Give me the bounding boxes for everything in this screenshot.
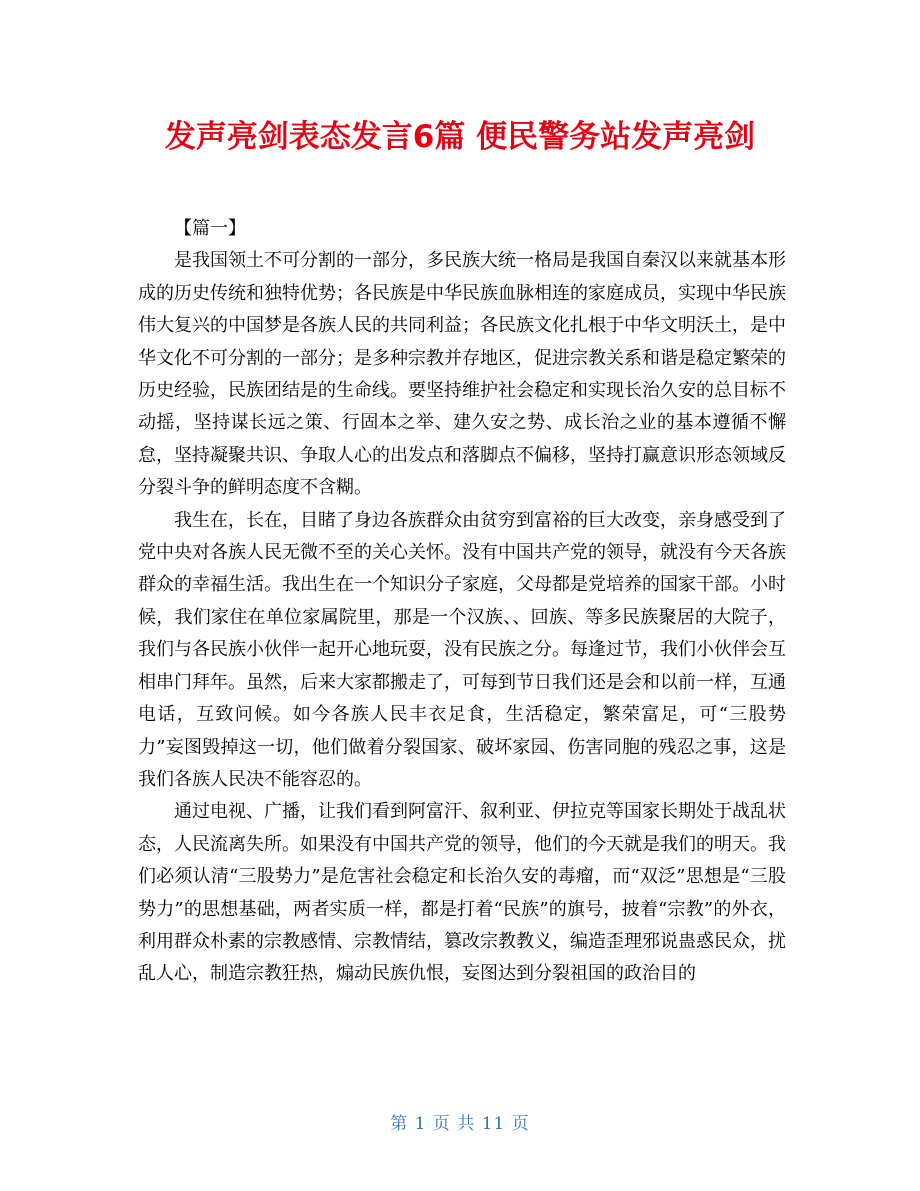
document-title: 发声亮剑表态发言6篇 便民警务站发声亮剑 [164, 119, 756, 155]
paragraph-1: 是我国领土不可分割的一部分，多民族大统一格局是我国自秦汉以来就基本形成的历史传统和独特优势；各民族是中华民族血脉相连的家庭成员，实现中华民族伟大复兴的中国梦是各族人民的共同利益；各民族文化扎根于中华文明沃土，是中华文化不可分割的一部分；是多种宗教并存地区，促进宗教关系和谐是稳定繁荣的历史经验，民族团结是的生命线。要坚持维护社会稳定和实现长治久安的总目标不动摇，坚持谋长远之策、行固本之举、建久安之势、成长治之业的基本遵循不懈怠，坚持凝聚共识、争取人心的出发点和落脚点不偏移，坚持打赢意识形态领域反分裂斗争的鲜明态度不含糊。 [138, 250, 786, 499]
document-body [138, 213, 786, 991]
section-label: 【篇一】 [174, 218, 246, 239]
page-footer: 第 1 页 共 11 页 [390, 1114, 530, 1134]
paragraph-2: 我生在，长在，目睹了身边各族群众由贫穷到富裕的巨大改变，亲身感受到了党中央对各族人民无微不至的关心关怀。没有中国共产党的领导，就没有今天各族群众的幸福生活。我出生在一个知识分子家庭，父母都是党培养的国家干部。小时候，我们家住在单位家属院里，那是一个汉族、、回族、等多民族聚居的大院子，我们与各民族小伙伴一起开心地玩耍，没有民族之分。每逢过节，我们小伙伴会互相串门拜年。虽然，后来大家都搬走了，可每到节日我们还是会和以前一样，互通电话，互致问候。如今各族人民丰衣足食，生活稳定，繁荣富足，可“三股势力”妄图毁掉这一切，他们做着分裂国家、破坏家园、伤害同胞的残忍之事，这是我们各族人民决不能容忍的。 [138, 509, 786, 790]
paragraph-3: 通过电视、广播，让我们看到阿富汗、叙利亚、伊拉克等国家长期处于战乱状态，人民流离失所。如果没有中国共产党的领导，他们的今天就是我们的明天。我们必须认清“三股势力”是危害社会稳定和长治久安的毒瘤，而“双泛”思想是“三股势力”的思想基础，两者实质一样，都是打着“民族”的旗号，披着“宗教”的外衣，利用群众朴素的宗教感情、宗教情结，篡改宗教教义，编造歪理邪说蛊惑民众，扰乱人心，制造宗教狂热，煽动民族仇恨，妄图达到分裂祖国的政治目的 [138, 801, 786, 985]
